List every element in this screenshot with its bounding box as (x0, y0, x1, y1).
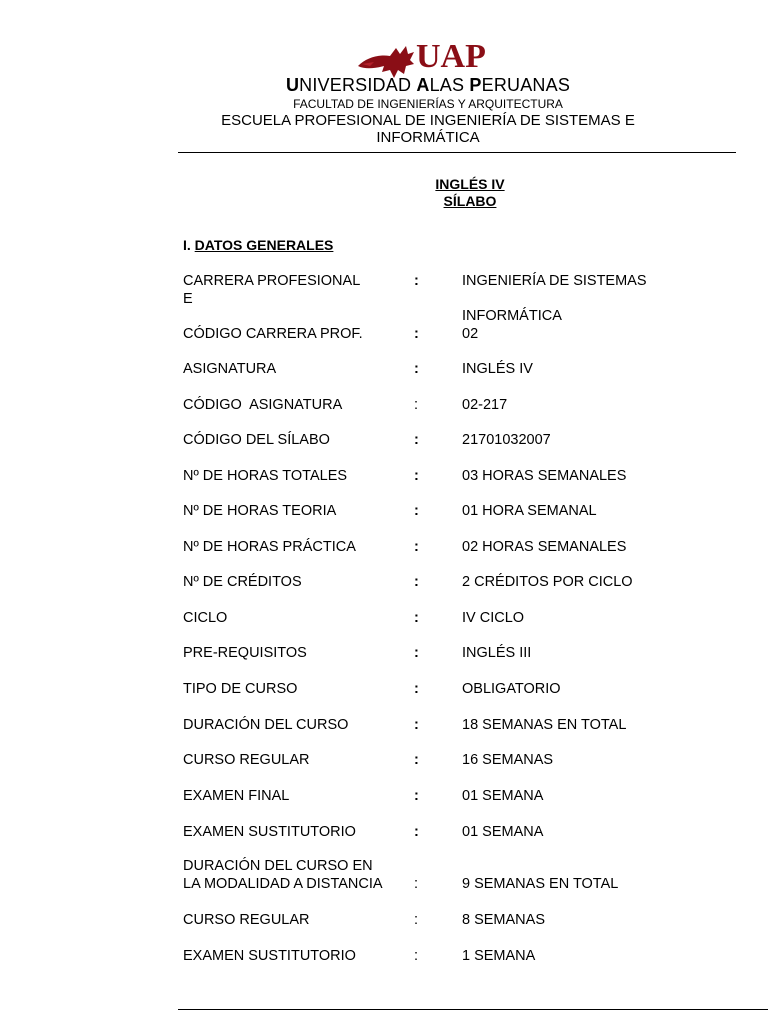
document-type: SÍLABO (443, 193, 497, 209)
row-value: 9 SEMANAS EN TOTAL (462, 876, 619, 892)
row-value: INGLÉS IV (462, 361, 533, 377)
school-name (178, 112, 678, 146)
row-colon: : (414, 912, 419, 928)
document-title (370, 176, 570, 210)
row-label: CARRERA PROFESIONAL E (183, 273, 361, 307)
row-value: 02 (462, 326, 479, 342)
row-colon: : (414, 574, 419, 590)
row-value: 02 HORAS SEMANALES (462, 539, 627, 555)
row-value: 01 SEMANA (462, 788, 544, 804)
row-value: 01 SEMANA (462, 824, 544, 840)
row-colon: : (414, 539, 419, 555)
row-colon: : (414, 681, 419, 697)
logo-text: UAP (416, 38, 486, 75)
row-label: DURACIÓN DEL CURSO (183, 717, 349, 733)
row-colon: : (414, 326, 419, 342)
row-colon: : (414, 397, 419, 413)
row-label: Nº DE HORAS TOTALES (183, 468, 348, 484)
row-colon: : (414, 717, 419, 733)
row-label: EXAMEN SUSTITUTORIO (183, 824, 356, 840)
row-value: 02-217 (462, 397, 508, 413)
section-name: DATOS GENERALES (194, 237, 334, 253)
row-label: CÓDIGO DEL SÍLABO (183, 432, 330, 448)
row-label: Nº DE HORAS TEORIA (183, 503, 337, 519)
row-label: CÓDIGO CARRERA PROF. (183, 326, 363, 342)
row-label: CURSO REGULAR (183, 912, 310, 928)
row-colon: : (414, 824, 419, 840)
university-name: UNIVERSIDAD ALAS PERUANAS (285, 75, 571, 95)
row-value: 8 SEMANAS (462, 912, 545, 928)
row-colon: : (414, 788, 419, 804)
row-value: 2 CRÉDITOS POR CICLO (462, 574, 633, 590)
row-label: PRE-REQUISITOS (183, 645, 307, 661)
row-value: INGENIERÍA DE SISTEMAS (462, 273, 647, 289)
row-value: 21701032007 (462, 432, 551, 448)
row-label: Nº DE CRÉDITOS (183, 574, 302, 590)
row-value: 18 SEMANAS EN TOTAL (462, 717, 627, 733)
row-colon: : (414, 432, 419, 448)
school-name-line1: ESCUELA PROFESIONAL DE INGENIERÍA DE SISTEMAS E (221, 112, 635, 129)
section-number: I. (183, 237, 195, 253)
course-title: INGLÉS IV (435, 176, 505, 192)
row-label: DURACIÓN DEL CURSO EN LA MODALIDAD A DISTANCIA (183, 858, 383, 892)
row-colon: : (414, 273, 419, 289)
row-colon: : (414, 610, 419, 626)
header-divider (178, 152, 736, 153)
row-label: Nº DE HORAS PRÁCTICA (183, 539, 356, 555)
row-label: CICLO (183, 610, 228, 626)
row-label: TIPO DE CURSO (183, 681, 298, 697)
row-colon: : (414, 876, 419, 892)
row-value: OBLIGATORIO (462, 681, 561, 697)
row-colon: : (414, 361, 419, 377)
row-value: INGLÉS III (462, 645, 532, 661)
section-heading (183, 237, 333, 253)
row-colon: : (414, 948, 419, 964)
row-value: IV CICLO (462, 610, 525, 626)
row-label: ASIGNATURA (183, 361, 277, 377)
row-label: EXAMEN FINAL (183, 788, 290, 804)
footer-divider (178, 1009, 768, 1010)
row-colon: : (414, 468, 419, 484)
row-value: 16 SEMANAS (462, 752, 554, 768)
row-colon: : (414, 503, 419, 519)
row-colon: : (414, 645, 419, 661)
faculty-name: FACULTAD DE INGENIERÍAS Y ARQUITECTURA (293, 97, 563, 111)
row-label: EXAMEN SUSTITUTORIO (183, 948, 356, 964)
row-value: 1 SEMANA (462, 948, 536, 964)
row-value: INFORMÁTICA (462, 308, 562, 324)
row-colon: : (414, 752, 419, 768)
row-value: 01 HORA SEMANAL (462, 503, 597, 519)
row-value: 03 HORAS SEMANALES (462, 468, 627, 484)
school-name-line2: INFORMÁTICA (376, 129, 480, 146)
row-label: CURSO REGULAR (183, 752, 310, 768)
row-label: CÓDIGO ASIGNATURA (183, 397, 343, 413)
